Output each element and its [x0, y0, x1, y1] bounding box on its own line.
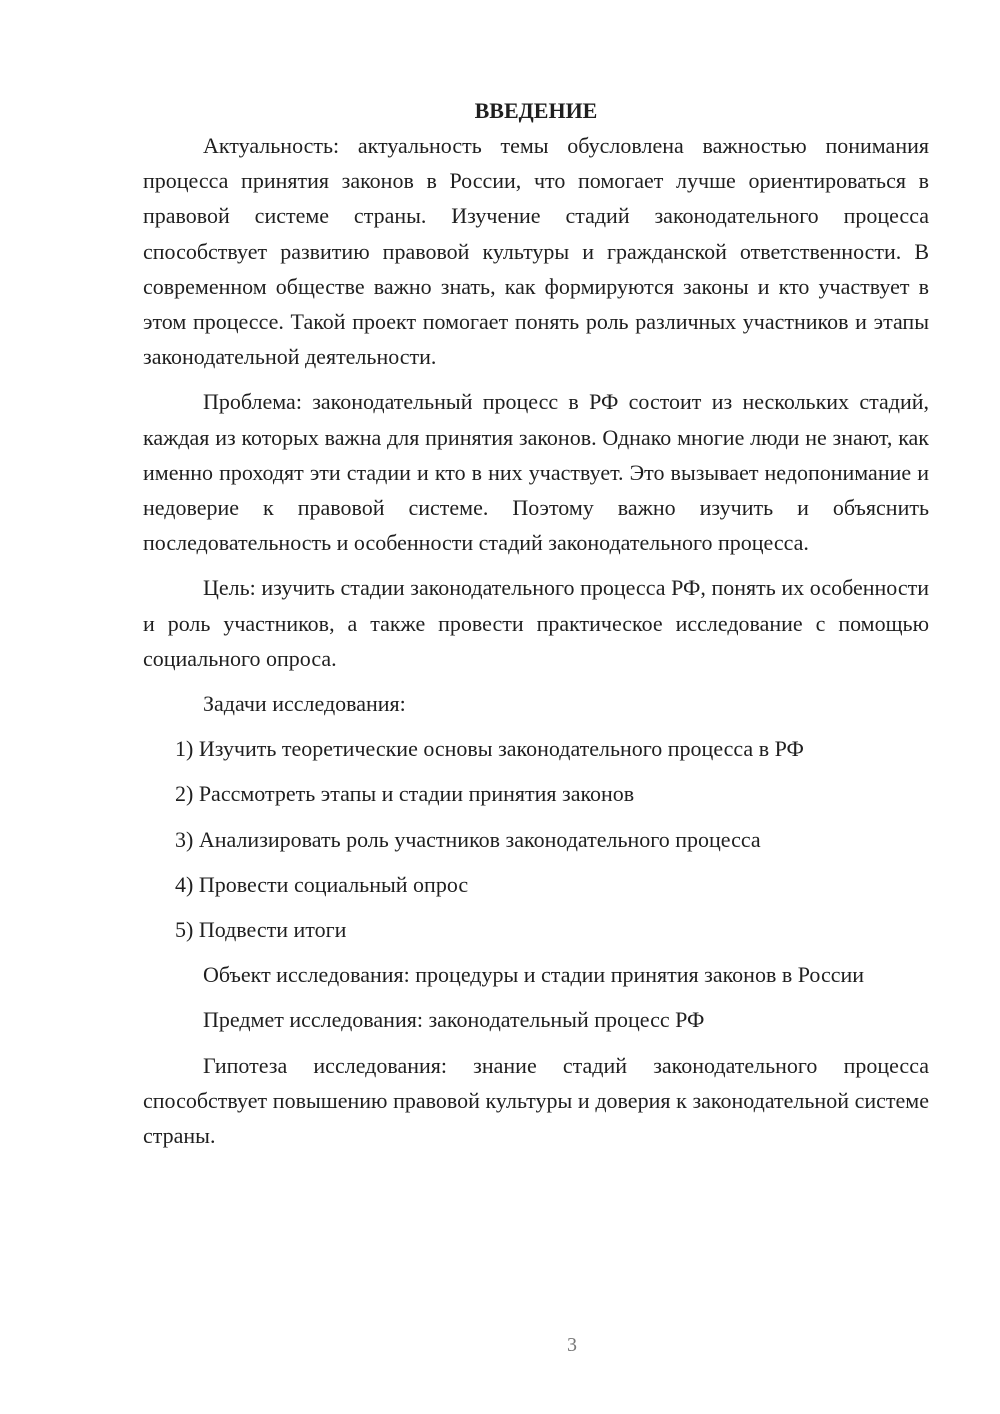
subject-paragraph: Предмет исследования: законодательный процесс РФ: [203, 1007, 705, 1033]
relevance-paragraph: Актуальность: актуальность темы обусловлена важностью понимания процесса принятия законов в России, что помогает лучше ориентироваться в правовой системе страны. Изучение стадий законодательного процесса способствует развитию правовой культуры и гражданской ответственности. В современном обществе важно знать, как формируются законы и кто участвует в этом процессе. Такой проект помогает понять роль различных участников и этапы законодательной деятельности.: [143, 133, 929, 370]
section-title: ВВЕДЕНИЕ: [474, 98, 598, 123]
task-item: 2) Рассмотреть этапы и стадии принятия законов: [175, 781, 635, 807]
task-item: 3) Анализировать роль участников законодательного процесса: [175, 826, 761, 852]
tasks-list: [143, 731, 929, 947]
task-item: 5) Подвести итоги: [175, 917, 347, 943]
task-item: 4) Провести социальный опрос: [175, 871, 469, 897]
tasks-heading: Задачи исследования:: [203, 691, 406, 717]
goal-paragraph: Цель: изучить стадии законодательного процесса РФ, понять их особенности и роль участников, а также провести практическое исследование с помощью социального опроса.: [143, 575, 929, 671]
problem-paragraph: Проблема: законодательный процесс в РФ состоит из нескольких стадий, каждая из которых важна для принятия законов. Однако многие люди не знают, как именно проходят эти стадии и кто в них участвует. Это вызывает недопонимание и недоверие к правовой системе. Поэтому важно изучить и объяснить последовательность и особенности стадий законодательного процесса.: [143, 389, 929, 556]
hypothesis-paragraph: Гипотеза исследования: знание стадий законодательного процесса способствует повышению правовой культуры и доверия к законодательной системе страны.: [143, 1052, 929, 1149]
page-number: 3: [567, 1334, 577, 1356]
object-paragraph: Объект исследования: процедуры и стадии принятия законов в России: [203, 962, 865, 988]
page-content: [143, 93, 929, 1163]
task-item: 1) Изучить теоретические основы законодательного процесса в РФ: [175, 736, 804, 762]
